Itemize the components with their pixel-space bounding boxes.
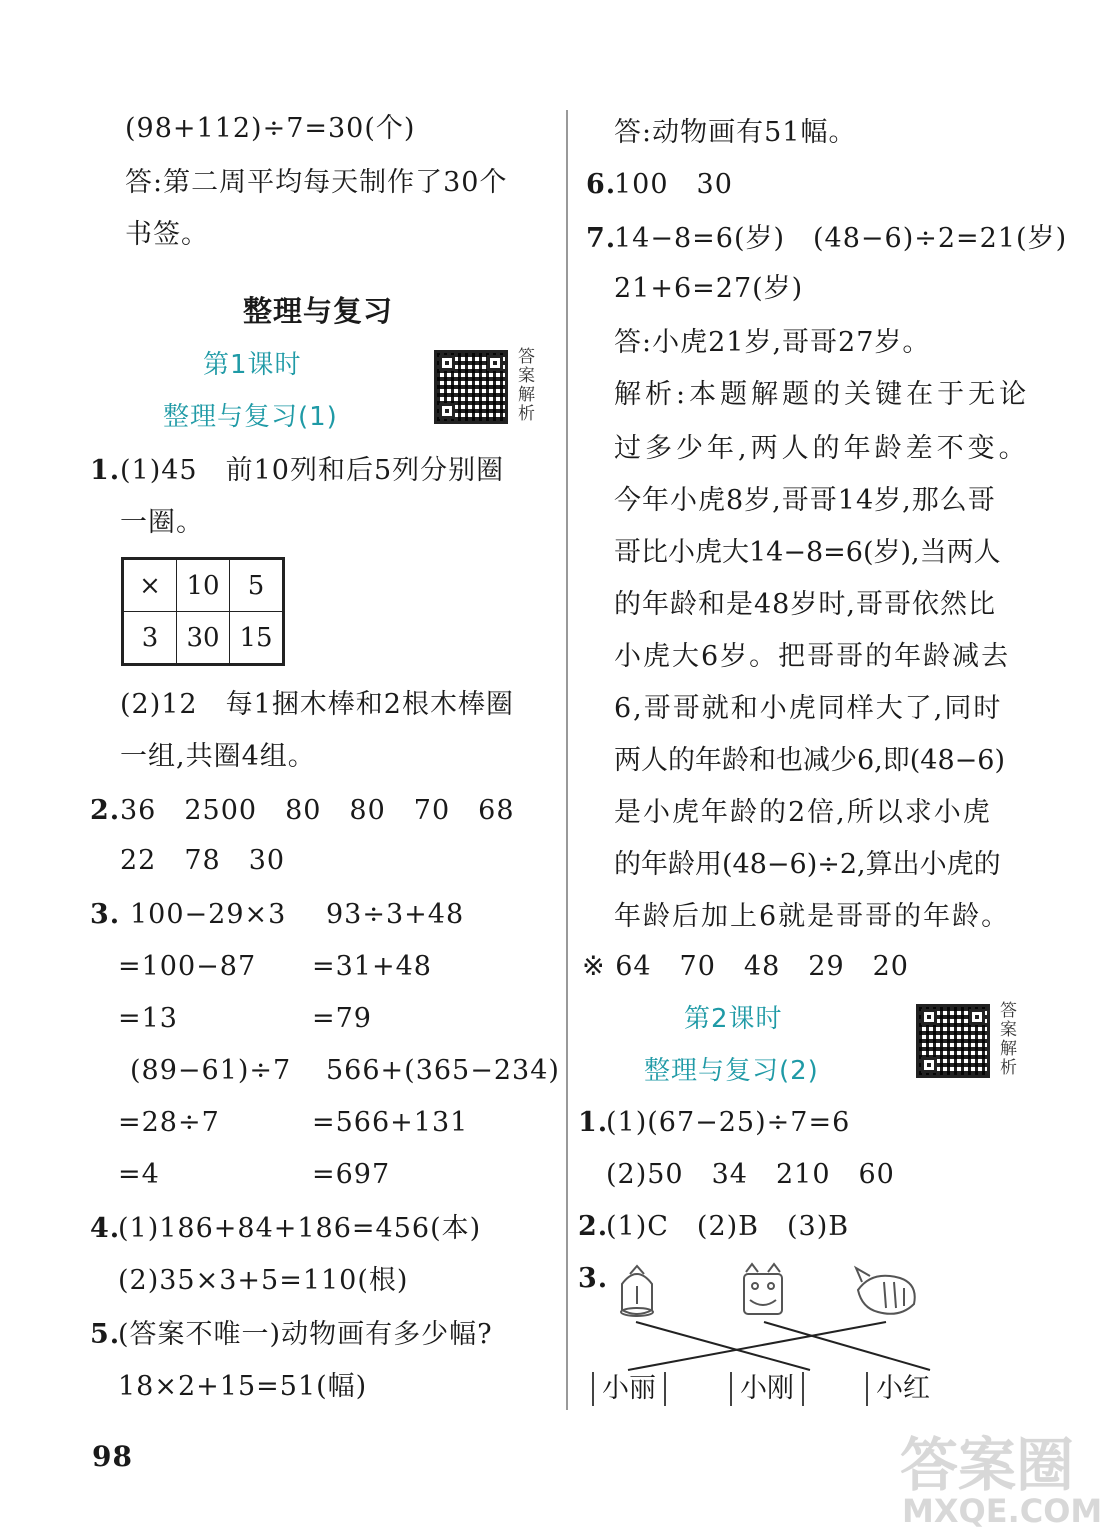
analysis-line: 两人的年龄和也减少6,即(48−6) (614, 745, 1005, 776)
question-number: 3. (90, 899, 121, 930)
calc-step: 566+(365−234) (326, 1055, 560, 1086)
table-cell: × (123, 559, 177, 612)
name-box-xiaohong: 小红 (866, 1372, 938, 1406)
answer-text: 一圈。 (120, 507, 204, 538)
qr-label: 答案解析 (1000, 1001, 1017, 1078)
calc-step: =697 (312, 1159, 391, 1190)
calc-step: =28÷7 (118, 1107, 220, 1138)
calc-step: =4 (118, 1159, 160, 1190)
question-number: 3. (578, 1263, 609, 1294)
question-number: 4. (90, 1213, 121, 1244)
calc-step: (89−61)÷7 (130, 1055, 292, 1086)
matching-figure (600, 1260, 940, 1370)
table-cell: 30 (177, 612, 230, 665)
qr-label: 答案解析 (518, 347, 535, 424)
analysis-line: 今年小虎8岁,哥哥14岁,那么哥 (614, 485, 996, 516)
table-cell: 5 (230, 559, 284, 612)
name-box-xiaoli: 小丽 (592, 1372, 666, 1406)
analysis-line: 的年龄和是48岁时,哥哥依然比 (614, 589, 996, 620)
calc-step: 93÷3+48 (326, 899, 465, 930)
question-number: 6. (586, 169, 617, 200)
answer-text: 100 30 (614, 169, 733, 200)
answer-text: (1)45 前10列和后5列分别圈 (120, 455, 505, 486)
calc-step: =79 (312, 1003, 372, 1034)
column-divider (566, 110, 568, 1410)
lesson-subtitle: 整理与复习(1) (163, 402, 338, 432)
calc-step: =100−87 (118, 951, 257, 982)
answer-text: 答:小虎21岁,哥哥27岁。 (614, 327, 931, 358)
page-number: 98 (92, 1440, 133, 1473)
answer-text: (1)C (2)B (3)B (606, 1211, 850, 1242)
analysis-line: 哥比小虎大14−8=6(岁),当两人 (614, 537, 1001, 568)
answer-text: (1)(67−25)÷7=6 (606, 1107, 851, 1138)
tiger-drawing (856, 1268, 915, 1314)
analysis-line: 小虎大6岁。把哥哥的年龄减去 (614, 641, 1011, 672)
question-number: 2. (578, 1211, 609, 1242)
answer-line: 答:第二周平均每天制作了30个 (125, 167, 508, 198)
analysis-line: 年龄后加上6就是哥哥的年龄。 (614, 901, 1011, 932)
answer-text: 18×2+15=51(幅) (118, 1371, 368, 1402)
table-cell: 10 (177, 559, 230, 612)
question-number: 7. (586, 223, 617, 254)
answer-text: 22 78 30 (120, 845, 286, 876)
answer-line: 答:动物画有51幅。 (614, 117, 857, 148)
analysis-line: 6,哥哥就和小虎同样大了,同时 (614, 693, 1003, 724)
watermark-logo: 答案圈 (900, 1431, 1075, 1499)
watermark-url: MXQE.COM (902, 1492, 1102, 1530)
table-cell: 3 (123, 612, 177, 665)
section-title: 整理与复习 (243, 294, 394, 328)
table-row (123, 559, 284, 612)
calc-step: =31+48 (312, 951, 432, 982)
calc-step: =566+131 (312, 1107, 469, 1138)
calc-step: =13 (118, 1003, 178, 1034)
answer-text: (2)50 34 210 60 (606, 1159, 895, 1190)
name-box-xiaogang: 小刚 (730, 1372, 804, 1406)
question-number: 1. (90, 455, 121, 486)
answer-text: 21+6=27(岁) (614, 273, 804, 304)
table-cell: 15 (230, 612, 284, 665)
calc-step: 100−29×3 (130, 899, 287, 930)
qr-code[interactable] (434, 350, 508, 424)
analysis-line: 过多少年,两人的年龄差不变。 (614, 433, 1030, 464)
multiplication-table (121, 557, 285, 666)
answer-text: (2)12 每1捆木棒和2根木棒圈 (120, 689, 514, 720)
question-number: 5. (90, 1319, 121, 1350)
lesson-title: 第1课时 (203, 350, 302, 380)
table-row (123, 612, 284, 665)
answer-text: 36 2500 80 80 70 68 (120, 795, 515, 826)
lesson-title: 第2课时 (684, 1004, 783, 1034)
calc-line: (98+112)÷7=30(个) (125, 113, 416, 144)
bonus-answer: ※ 64 70 48 29 20 (582, 951, 909, 982)
analysis-line: 是小虎年龄的2倍,所以求小虎 (614, 797, 992, 828)
lantern-drawing (621, 1266, 653, 1316)
lion-head-drawing (744, 1264, 782, 1314)
qr-code[interactable] (916, 1004, 990, 1078)
lesson-subtitle: 整理与复习(2) (644, 1056, 819, 1086)
answer-text: 14−8=6(岁) (48−6)÷2=21(岁) (614, 223, 1068, 254)
analysis-line: 解析:本题解题的关键在于无论 (614, 379, 1031, 410)
answer-text: (1)186+84+186=456(本) (118, 1213, 482, 1244)
answer-text: 一组,共圈4组。 (120, 741, 316, 772)
answer-text: (2)35×3+5=110(根) (118, 1265, 409, 1296)
analysis-line: 的年龄用(48−6)÷2,算出小虎的 (614, 849, 1001, 880)
question-number: 2. (90, 795, 121, 826)
answer-text: (答案不唯一)动物画有多少幅? (118, 1319, 493, 1350)
question-number: 1. (578, 1107, 609, 1138)
answer-line-cont: 书签。 (125, 219, 209, 250)
